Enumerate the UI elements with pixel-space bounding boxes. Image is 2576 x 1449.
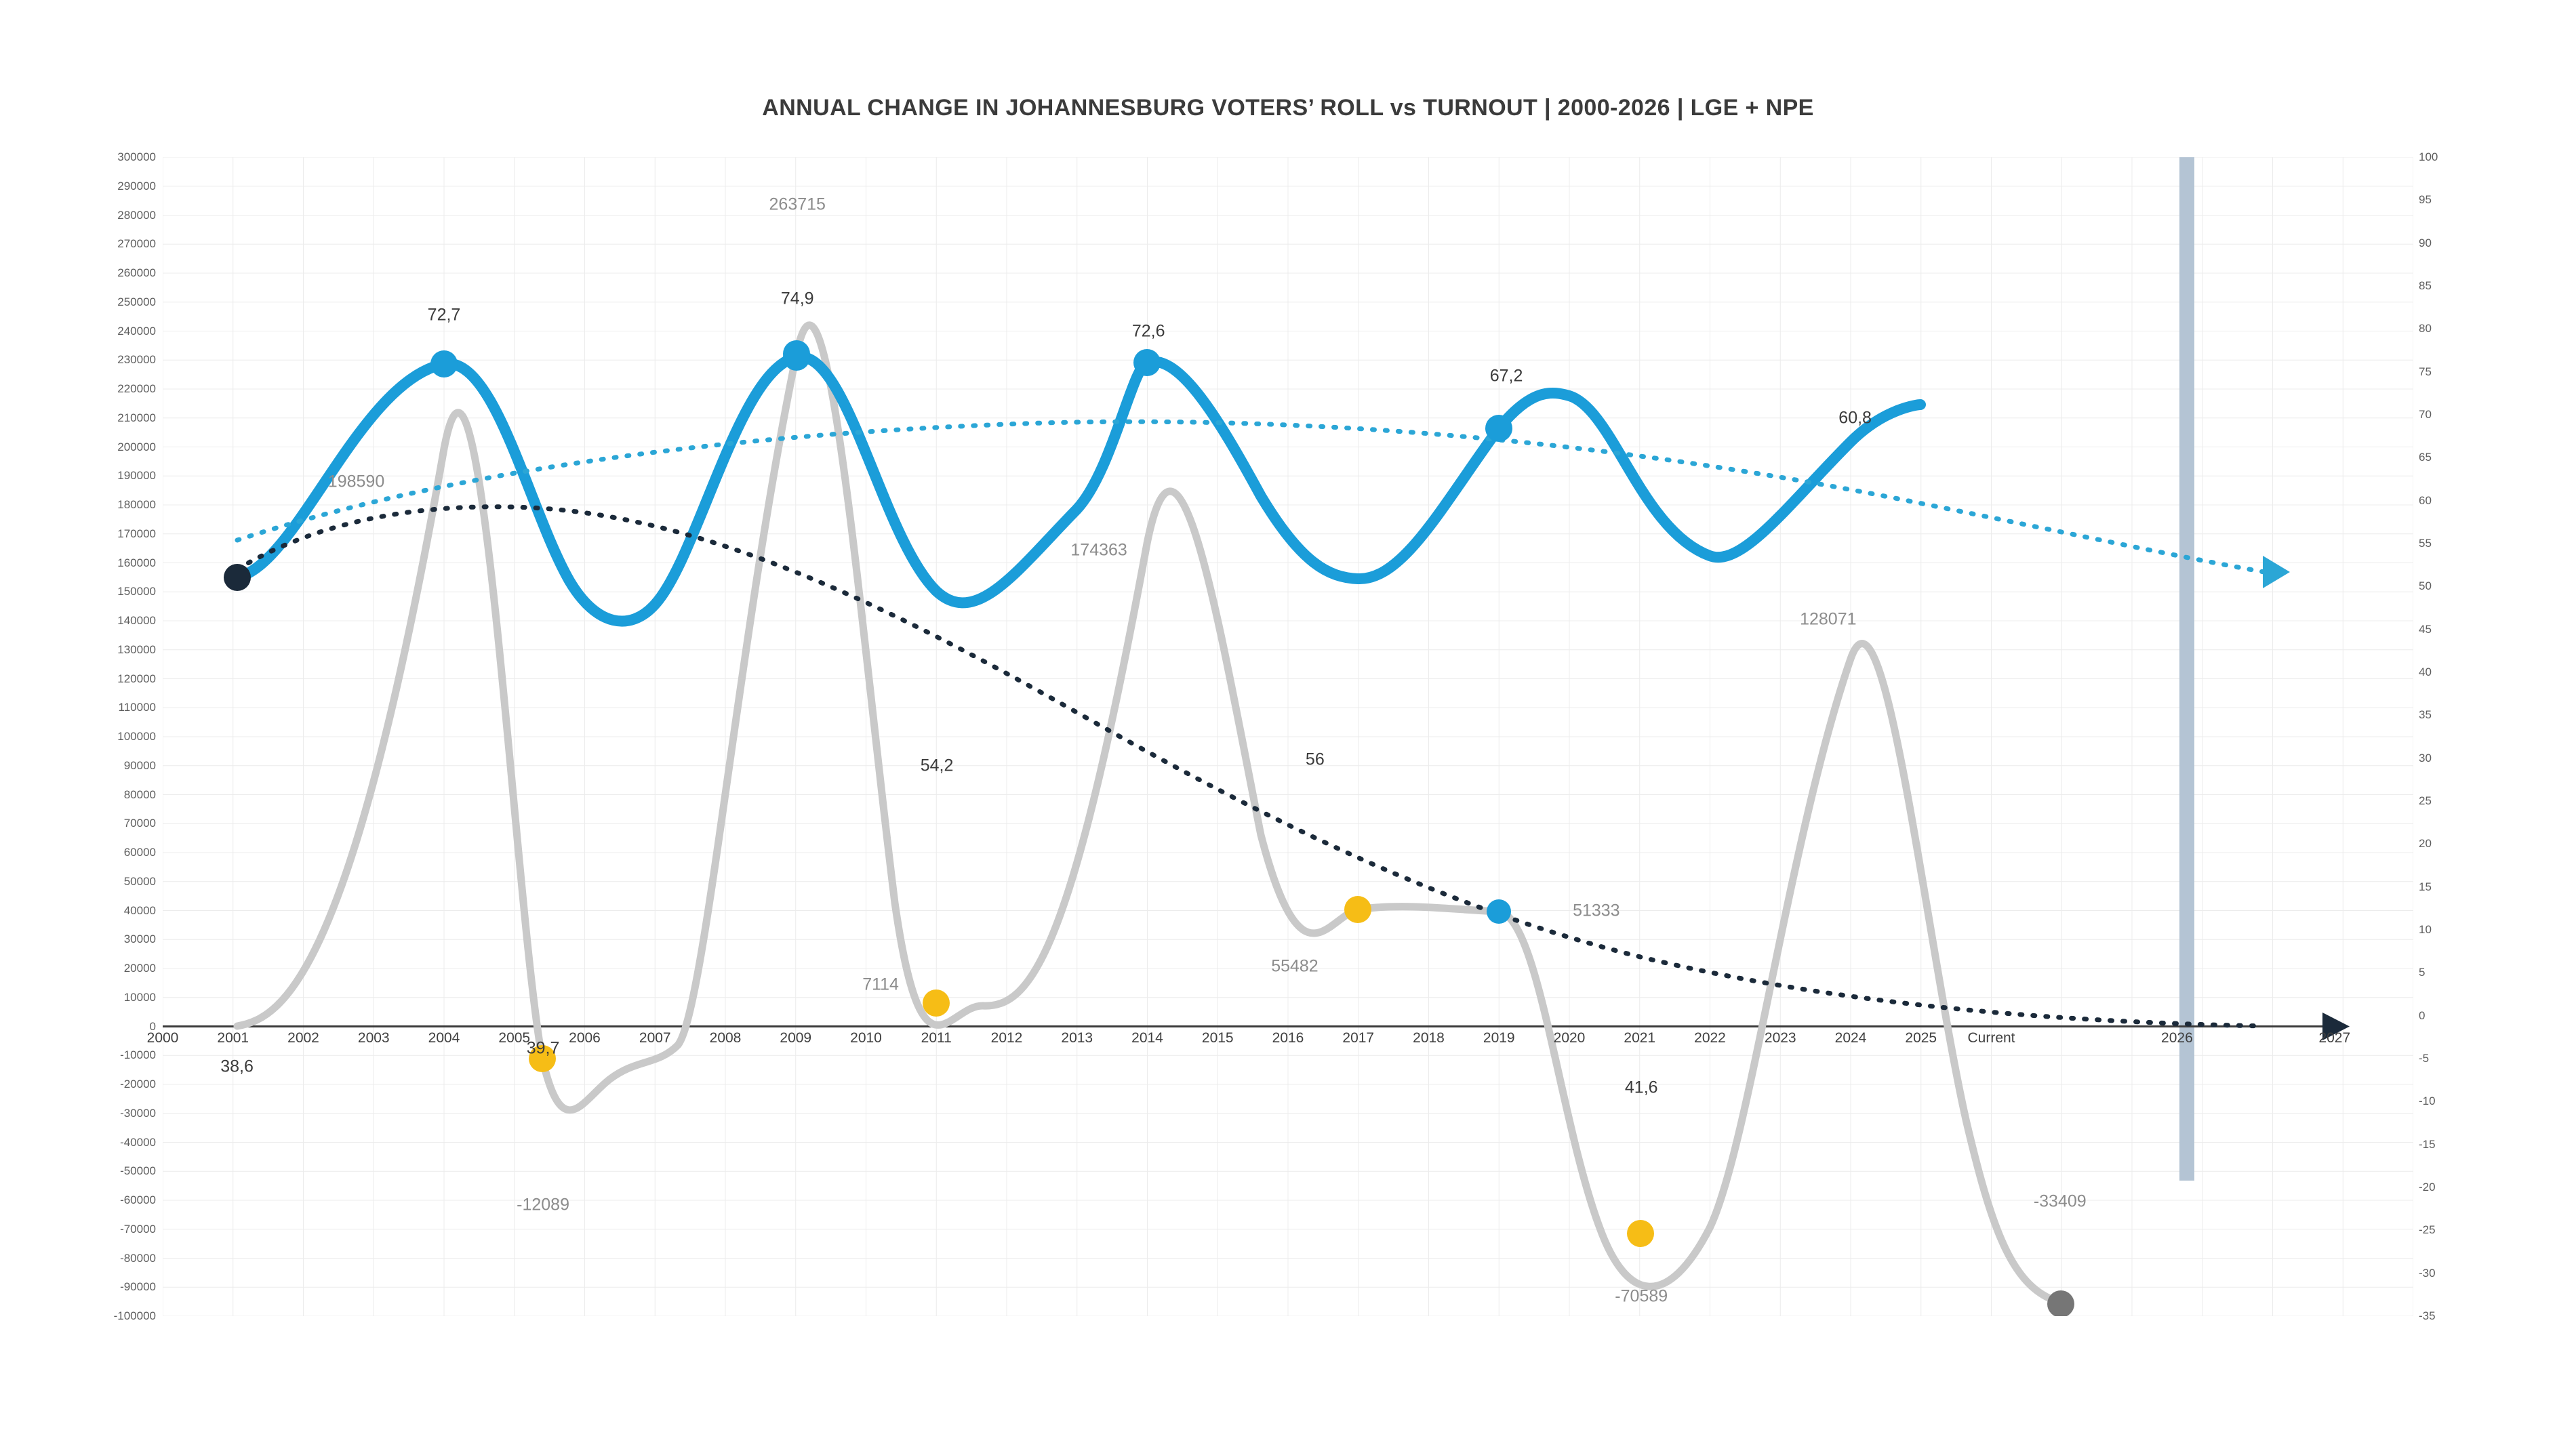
x-tick-2003: 2003 bbox=[357, 1030, 390, 1046]
x-tick-2001: 2001 bbox=[217, 1030, 249, 1046]
y-tick-left: 110000 bbox=[118, 701, 156, 714]
data-label-turnout-2014: 72,6 bbox=[1131, 321, 1165, 340]
data-label-turnout-2000: 38,6 bbox=[220, 1057, 254, 1076]
marker-turnout-2000 bbox=[224, 564, 251, 591]
x-tick-2018: 2018 bbox=[1413, 1030, 1445, 1046]
data-label-turnout-2024: 60,8 bbox=[1838, 408, 1872, 428]
y-tick-left: 100000 bbox=[117, 730, 156, 743]
marker-voters-2011 bbox=[923, 989, 950, 1017]
x-tick-2012: 2012 bbox=[990, 1030, 1023, 1046]
y-tick-left: 290000 bbox=[117, 179, 156, 192]
y-tick-left: 130000 bbox=[117, 642, 156, 656]
y-tick-left: 140000 bbox=[117, 614, 156, 627]
chart-series-layer bbox=[163, 157, 2413, 1316]
y-tick-right: -25 bbox=[2419, 1223, 2436, 1237]
y-tick-left: -70000 bbox=[120, 1222, 156, 1236]
y-tick-left: 150000 bbox=[117, 585, 156, 598]
page-title: ANNUAL CHANGE IN JOHANNESBURG VOTERS’ ROLL vs TURNOUT | 2000-2026 | LGE + NPE bbox=[762, 95, 1814, 121]
y-tick-left: 220000 bbox=[117, 382, 156, 395]
x-tick-2013: 2013 bbox=[1061, 1030, 1093, 1046]
y-tick-left: -20000 bbox=[120, 1078, 156, 1090]
y-tick-left: 0 bbox=[149, 1019, 156, 1033]
data-label-turnout-2021: 41,6 bbox=[1624, 1078, 1658, 1097]
data-label-voters-current: -33409 bbox=[2033, 1191, 2087, 1211]
y-tick-right: -30 bbox=[2419, 1266, 2436, 1280]
y-tick-right: 55 bbox=[2419, 536, 2432, 550]
y-tick-left: -40000 bbox=[120, 1135, 156, 1149]
y-tick-left: 300000 bbox=[117, 150, 156, 163]
y-tick-left: 200000 bbox=[117, 440, 156, 453]
y-tick-right: 95 bbox=[2419, 193, 2432, 207]
x-tick-2004: 2004 bbox=[428, 1030, 460, 1046]
y-tick-left: -100000 bbox=[113, 1309, 156, 1322]
y-tick-right: 15 bbox=[2419, 880, 2432, 893]
y-tick-left: 260000 bbox=[117, 266, 156, 279]
marker-voters-2009-peak bbox=[783, 340, 810, 367]
y-tick-right: 100 bbox=[2419, 150, 2438, 163]
y-tick-right: 60 bbox=[2419, 493, 2432, 507]
y-tick-left: 230000 bbox=[117, 353, 156, 367]
x-tick-2006: 2006 bbox=[569, 1030, 601, 1046]
y-tick-right: 35 bbox=[2419, 708, 2432, 722]
y-tick-right: 75 bbox=[2419, 365, 2432, 378]
y-tick-right: 90 bbox=[2419, 236, 2432, 249]
y-tick-right: 85 bbox=[2419, 279, 2432, 292]
y-tick-left: 160000 bbox=[117, 556, 156, 569]
data-label-voters-2024: 128071 bbox=[1800, 609, 1857, 629]
y-tick-right: -5 bbox=[2419, 1052, 2430, 1065]
x-tick-2025: 2025 bbox=[1905, 1030, 1937, 1046]
y-tick-left: 80000 bbox=[123, 788, 156, 801]
y-axis-left bbox=[81, 150, 156, 1322]
marker-turnout-2004 bbox=[430, 350, 458, 377]
x-tick-2023: 2023 bbox=[1764, 1030, 1796, 1046]
x-tick-2019: 2019 bbox=[1483, 1030, 1515, 1046]
x-tick-2026: 2026 bbox=[2161, 1030, 2193, 1046]
y-axis-right bbox=[2419, 150, 2493, 1322]
y-tick-left: 270000 bbox=[117, 237, 156, 251]
x-tick-2024: 2024 bbox=[1834, 1030, 1867, 1046]
data-label-voters-2009: 263715 bbox=[769, 195, 826, 214]
y-tick-right: 40 bbox=[2419, 665, 2432, 678]
y-tick-right: 20 bbox=[2419, 837, 2432, 851]
y-tick-left: -60000 bbox=[120, 1193, 156, 1206]
data-label-voters-2006: -12089 bbox=[517, 1195, 570, 1215]
x-tick-2007: 2007 bbox=[639, 1030, 671, 1046]
y-tick-left: 280000 bbox=[117, 208, 156, 222]
x-tick-2016: 2016 bbox=[1272, 1030, 1304, 1046]
x-tick-2010: 2010 bbox=[850, 1030, 882, 1046]
x-tick-2027: 2027 bbox=[2318, 1030, 2351, 1046]
marker-voters-2016 bbox=[1344, 896, 1371, 923]
x-tick-2014: 2014 bbox=[1131, 1030, 1163, 1046]
y-tick-right: 70 bbox=[2419, 407, 2432, 421]
x-tick-2015: 2015 bbox=[1201, 1030, 1234, 1046]
x-tick-2002: 2002 bbox=[287, 1030, 319, 1046]
data-label-turnout-2011: 54,2 bbox=[920, 756, 954, 775]
y-tick-right: -10 bbox=[2419, 1095, 2436, 1108]
x-tick-2011: 2011 bbox=[921, 1030, 952, 1046]
marker-voters-current bbox=[2047, 1290, 2074, 1316]
y-tick-right: -15 bbox=[2419, 1137, 2436, 1151]
y-tick-left: 190000 bbox=[117, 469, 156, 483]
y-tick-right: 50 bbox=[2419, 579, 2432, 593]
y-tick-left: 60000 bbox=[123, 846, 156, 859]
data-label-voters-2014: 174363 bbox=[1070, 540, 1127, 560]
y-tick-left: 20000 bbox=[123, 962, 156, 975]
data-label-voters-2004: 198590 bbox=[327, 472, 385, 491]
trendline-turnout bbox=[237, 422, 2264, 572]
x-tick-2008: 2008 bbox=[709, 1030, 742, 1046]
y-tick-left: -30000 bbox=[120, 1106, 156, 1120]
y-tick-left: 250000 bbox=[117, 295, 156, 308]
y-tick-left: -50000 bbox=[120, 1164, 156, 1178]
data-label-voters-2011: 7114 bbox=[862, 975, 899, 994]
x-tick-current: Current bbox=[1967, 1030, 2015, 1046]
y-tick-left: 180000 bbox=[117, 498, 156, 511]
x-tick-2009: 2009 bbox=[780, 1030, 812, 1046]
plot-area bbox=[163, 157, 2413, 1316]
marker-voters-2021 bbox=[1627, 1220, 1654, 1247]
data-label-voters-2019: 51333 bbox=[1573, 901, 1620, 920]
x-tick-2020: 2020 bbox=[1553, 1030, 1586, 1046]
x-tick-2021: 2021 bbox=[1624, 1030, 1656, 1046]
x-tick-2017: 2017 bbox=[1342, 1030, 1375, 1046]
y-tick-right: -20 bbox=[2419, 1181, 2436, 1194]
y-tick-right: 0 bbox=[2419, 1008, 2426, 1022]
y-tick-left: 210000 bbox=[117, 411, 156, 424]
data-label-turnout-2004: 72,7 bbox=[427, 305, 461, 325]
y-tick-left: -10000 bbox=[120, 1048, 156, 1062]
marker-voters-2019 bbox=[1487, 899, 1511, 924]
y-tick-right: 80 bbox=[2419, 322, 2432, 335]
y-tick-right: -35 bbox=[2419, 1309, 2436, 1322]
y-tick-left: 50000 bbox=[123, 874, 156, 888]
data-label-turnout-2009: 74,9 bbox=[780, 289, 814, 308]
y-tick-left: 30000 bbox=[123, 933, 156, 946]
y-tick-right: 25 bbox=[2419, 794, 2432, 808]
x-tick-2000: 2000 bbox=[146, 1030, 179, 1046]
y-tick-left: 240000 bbox=[117, 324, 156, 338]
x-axis bbox=[146, 1030, 2413, 1064]
y-tick-right: 5 bbox=[2419, 966, 2426, 979]
y-tick-right: 45 bbox=[2419, 622, 2432, 636]
data-label-turnout-2006: 39,7 bbox=[526, 1038, 560, 1058]
y-tick-left: 170000 bbox=[117, 527, 156, 540]
y-tick-right: 30 bbox=[2419, 751, 2432, 764]
y-tick-left: 40000 bbox=[123, 903, 156, 917]
x-tick-2022: 2022 bbox=[1694, 1030, 1726, 1046]
y-tick-left: 120000 bbox=[117, 672, 156, 685]
data-label-turnout-2016: 56 bbox=[1305, 750, 1325, 769]
y-tick-right: 65 bbox=[2419, 451, 2432, 464]
y-tick-left: -80000 bbox=[120, 1251, 156, 1265]
trendline-turnout-arrow bbox=[2263, 556, 2290, 588]
y-tick-right: 10 bbox=[2419, 923, 2432, 937]
y-tick-left: 10000 bbox=[123, 990, 156, 1004]
y-tick-left: -90000 bbox=[120, 1280, 156, 1294]
marker-turnout-2014 bbox=[1133, 349, 1161, 376]
data-label-voters-2016: 55482 bbox=[1271, 956, 1319, 976]
data-label-turnout-2019: 67,2 bbox=[1489, 366, 1523, 386]
x-tick-2005: 2005 bbox=[498, 1030, 531, 1046]
y-tick-left: 90000 bbox=[123, 758, 156, 772]
y-tick-left: 70000 bbox=[123, 817, 156, 830]
marker-turnout-2019 bbox=[1485, 415, 1512, 442]
data-label-voters-2021: -70589 bbox=[1615, 1286, 1668, 1306]
